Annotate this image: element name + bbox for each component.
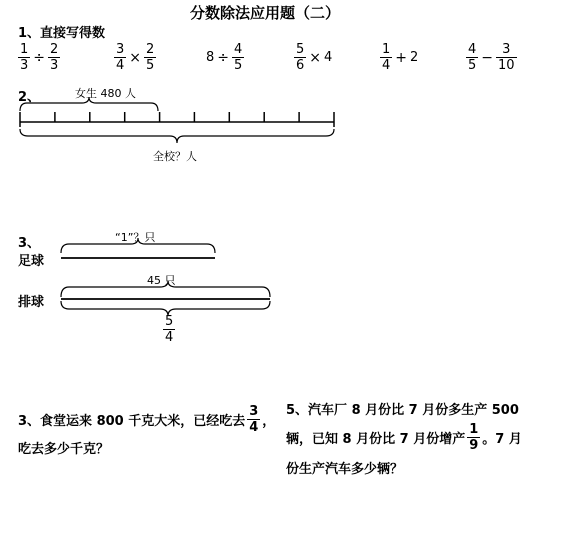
q5-line2: 辆，已知 8 月份比 7 月份增产 $\frac{1}{9}$ 。7 月 xyxy=(286,422,522,453)
football-label: 足球 xyxy=(18,254,45,269)
operator: − xyxy=(481,49,494,66)
q3-text-line1: 3、食堂运来 800 千克大米，已经吃去 $\frac{3}{4}$ ， xyxy=(18,404,276,435)
operator: ÷ xyxy=(33,49,46,66)
fraction: $\frac{3}{4}$ xyxy=(116,42,125,73)
q2-top-label: 女生 480 人 xyxy=(75,87,136,100)
football-brace-label: “1”？只 xyxy=(115,231,156,244)
fraction: $\frac{1}{4}$ xyxy=(382,42,391,73)
q2-top-brace xyxy=(20,97,158,111)
fraction: $\frac{1}{3}$ xyxy=(20,42,29,73)
q3-text-line2: 吃去多少千克？ xyxy=(18,442,110,457)
operator: × xyxy=(309,49,322,66)
q5-line3: 份生产汽车多少辆？ xyxy=(286,462,404,477)
q2-bottom-brace xyxy=(20,129,334,143)
number: 8 xyxy=(206,50,215,65)
q5-line1: 5、汽车厂 8 月份比 7 月份多生产 500 xyxy=(286,403,519,418)
number: 2 xyxy=(410,50,419,65)
page-title: 分数除法应用题（二） xyxy=(190,4,341,22)
volleyball-label: 排球 xyxy=(18,295,45,310)
operator: + xyxy=(395,49,408,66)
fraction: $\frac{4}{5}$ xyxy=(468,42,477,73)
q1-heading: 1、直接写得数 xyxy=(18,26,106,41)
q2-bottom-label: 全校？人 xyxy=(153,150,197,163)
fraction: $\frac{3}{10}$ xyxy=(498,42,515,73)
operator: ÷ xyxy=(217,49,230,66)
q2-number: 2、 xyxy=(18,90,41,105)
volleyball-brace-label: 45 只 xyxy=(147,274,176,287)
q3-number: 3、 xyxy=(18,236,41,251)
volleyball-fraction: $\frac{5}{4}$ xyxy=(165,314,174,345)
fraction: $\frac{4}{5}$ xyxy=(234,42,243,73)
fraction: $\frac{2}{3}$ xyxy=(50,42,59,73)
number: 4 xyxy=(324,50,333,65)
operator: × xyxy=(129,49,142,66)
q2-ticks xyxy=(20,112,334,127)
fraction: $\frac{5}{6}$ xyxy=(296,42,305,73)
fraction: $\frac{2}{5}$ xyxy=(146,42,155,73)
